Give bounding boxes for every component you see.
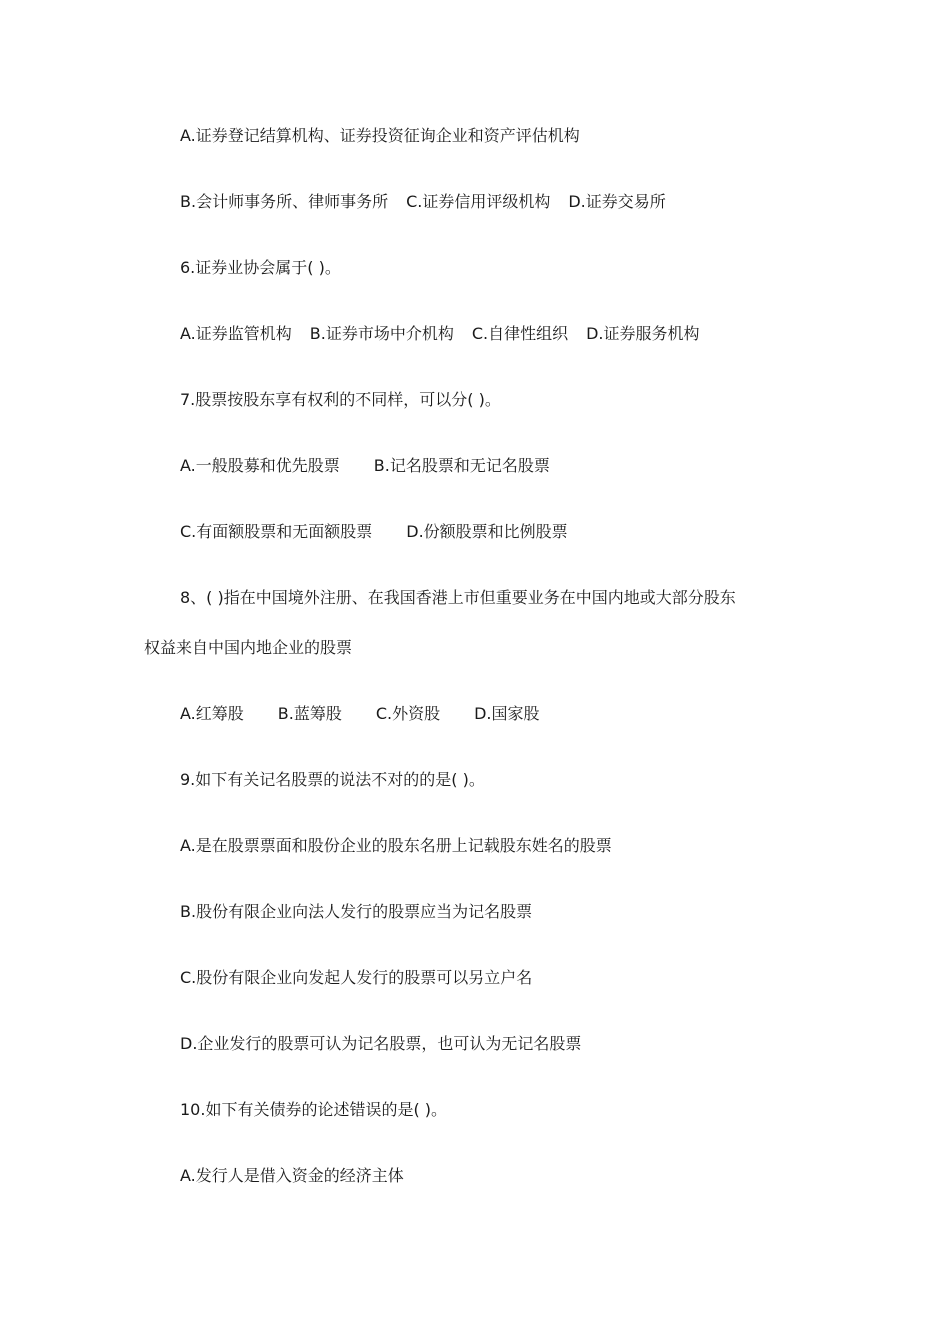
q6-option-a: A.证券监管机构: [180, 324, 292, 343]
q5-option-a: A.证券登记结算机构、证券投资征询企业和资产评估机构: [180, 126, 580, 145]
q8-question-line1: 8、( )指在中国境外注册、在我国香港上市但重要业务在中国内地或大部分股东: [180, 588, 736, 607]
q10-question: 10.如下有关债券的论述错误的是( )。: [180, 1100, 448, 1119]
q9-question: 9.如下有关记名股票的说法不对的的是( )。: [180, 770, 485, 789]
q8-question-line2: 权益来自中国内地企业的股票: [144, 638, 353, 657]
q8-option-c: C.外资股: [375, 704, 441, 723]
q6-option-d: D.证券服务机构: [586, 324, 700, 343]
q6-option-b: B.证券市场中介机构: [309, 324, 454, 343]
q6-question: 6.证券业协会属于( )。: [180, 258, 341, 277]
q5-option-c: C.证券信用评级机构: [406, 192, 551, 211]
q8-option-d: D.国家股: [474, 704, 540, 723]
q8-option-a: A.红筹股: [180, 704, 244, 723]
q6-option-c: C.自律性组织: [471, 324, 569, 343]
q7-options-row2: [180, 522, 568, 542]
q7-option-c: C.有面额股票和无面额股票: [180, 522, 373, 541]
q7-options-row1: [180, 456, 550, 476]
q7-option-b: B.记名股票和无记名股票: [373, 456, 550, 475]
q10-option-a: A.发行人是借入资金的经济主体: [180, 1166, 404, 1185]
q9-option-d: D.企业发行的股票可认为记名股票，也可认为无记名股票: [180, 1034, 582, 1053]
q8-options: [180, 704, 540, 724]
q5-option-b: B.会计师事务所、律师事务所: [180, 192, 389, 211]
q6-options: [180, 324, 700, 344]
q7-option-a: A.一般股募和优先股票: [180, 456, 340, 475]
q9-option-c: C.股份有限企业向发起人发行的股票可以另立户名: [180, 968, 533, 987]
q7-option-d: D.份额股票和比例股票: [406, 522, 568, 541]
q9-option-b: B.股份有限企业向法人发行的股票应当为记名股票: [180, 902, 533, 921]
q5-options-bcd: [180, 192, 666, 212]
q5-option-d: D.证券交易所: [568, 192, 666, 211]
q8-option-b: B.蓝筹股: [277, 704, 342, 723]
q7-question: 7.股票按股东享有权利的不同样，可以分( )。: [180, 390, 501, 409]
q9-option-a: A.是在股票票面和股份企业的股东名册上记载股东姓名的股票: [180, 836, 612, 855]
